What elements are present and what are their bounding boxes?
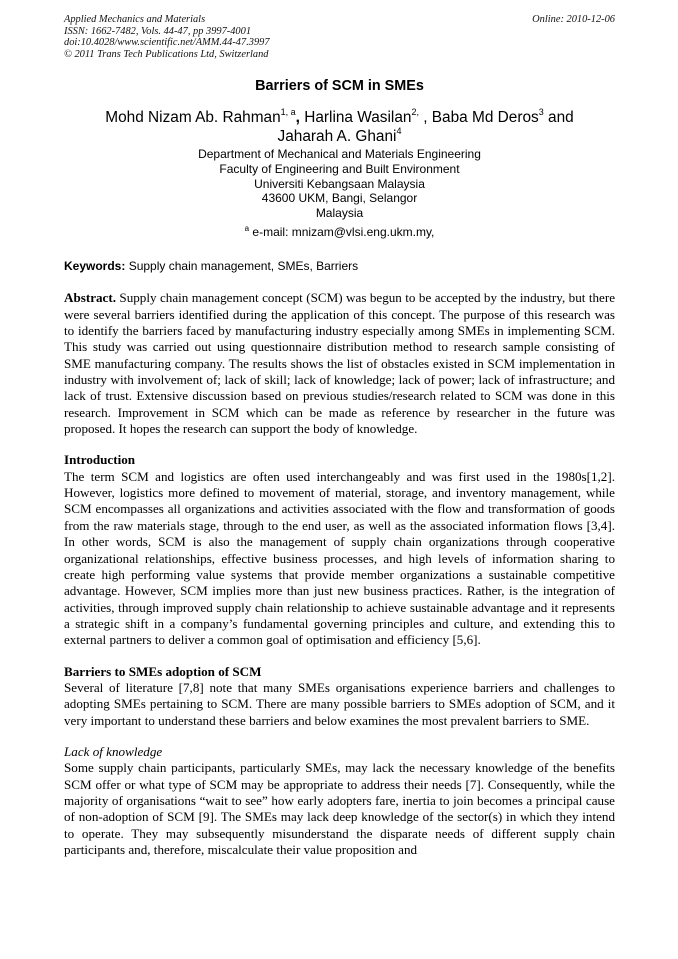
- author-affiliation-mark: 1, a: [280, 107, 296, 118]
- section-body-introduction: The term SCM and logistics are often used interchangeably and was first used in the 1980s[1,2]. However, logistics more defined to movement of material, storage, and inventory management, while SCM encompasses all organizations and activities associated with the flow and transformation of goods from the raw materials stage, through to the end user, as well as the associated information flows [3,4]. In other words, SCM is also the management of supply chain organizations through cooperative organizational relationships, effective business processes, and high levels of information sharing to create high performing value systems that provide member organizations a sustainable competitive advantage. However, SCM implies more than just new business practices. Rather, is the integration of activities, through improved supply chain relationship to achieve sustainable advantage and it represents a strategic shift in a company’s fundamental governing principles and culture, and extending this to external partners to deliver a common goal of optimisation and efficiency [5,6].: [64, 468, 615, 648]
- abstract-text: Supply chain management concept (SCM) was begun to be accepted by the industry, but there were several barriers identified during the application of this concept. The purpose of this research was to identify the barriers faced by manufacturing industry especially among SMEs in implementing SCM. This study was carried out using questionnaire distribution method to research sample consisting of SME manufacturing company. The results shows the list of obstacles existed in SCM implementation in industry with involvement of; lack of skill; lack of knowledge; lack of power; lack of infrastructure; and lack of trust. Extensive discussion based on previous studies/research related to SCM was done in this research. Improvement in SCM which can be made as reference by researcher in the future was proposed. It hopes the research can support the body of knowledge.: [64, 290, 615, 437]
- author-name: Baba Md Deros: [431, 109, 539, 127]
- author-name: Jaharah A. Ghani: [277, 127, 397, 145]
- affiliation: [64, 147, 615, 220]
- author-separator: and: [543, 109, 574, 127]
- author-list: [64, 109, 615, 146]
- affiliation-line: Universiti Kebangsaan Malaysia: [254, 176, 425, 191]
- affiliation-line: Malaysia: [315, 205, 364, 220]
- paper-page: [64, 14, 615, 858]
- keywords-text: Supply chain management, SMEs, Barriers: [125, 259, 359, 274]
- keywords-label: Keywords:: [64, 259, 126, 274]
- issn: ISSN: 1662-7482, Vols. 44-47, pp 3997-4001: [64, 25, 252, 37]
- doi: doi:10.4028/www.scientific.net/AMM.44-47.3997: [64, 37, 270, 49]
- subsection-body-lack-of-knowledge: Some supply chain participants, particularly SMEs, may lack the necessary knowledge of the benefits SCM offer or what type of SCM may be appropriate to address their needs [7]. Consequently, while the majority of organisations “wait to see” how early adopters fare, inertia to join becomes a principal cause of non-adoption of SCM [9]. The SMEs may lack deep knowledge of the sector(s) in which they intend to operate. They may subsequently misunderstand the disparate needs of different supply chain participants and, therefore, miscalculate their value proposition and: [64, 760, 615, 857]
- author-separator: ,: [295, 109, 305, 127]
- keywords: [64, 259, 615, 274]
- section-body-barriers: Several of literature [7,8] note that many SMEs organisations experience barriers and challenges to adopting SMEs pertaining to SCM. There are many possible barriers to SMEs adoption of SCM, and it very important to understand these barriers and below examines the most prevalent barriers to SME.: [64, 679, 615, 728]
- author-separator: ,: [418, 109, 432, 127]
- email-mark: a: [244, 224, 250, 234]
- author-affiliation-mark: 4: [396, 125, 402, 136]
- abstract: [64, 290, 615, 437]
- author-affiliation-mark: 2,: [411, 107, 419, 118]
- abstract-label: Abstract.: [64, 290, 116, 306]
- journal-header: [64, 14, 615, 60]
- paper-title: Barriers of SCM in SMEs: [255, 78, 424, 95]
- affiliation-line: Faculty of Engineering and Built Environment: [219, 161, 460, 176]
- contact-email: [64, 225, 615, 240]
- author-name: Mohd Nizam Ab. Rahman: [105, 109, 281, 127]
- author-affiliation-mark: 3: [538, 107, 544, 118]
- section-heading-barriers: Barriers to SMEs adoption of SCM: [64, 663, 262, 679]
- affiliation-line: Department of Mechanical and Materials Engineering: [198, 147, 481, 162]
- email-text: e-mail: mnizam@vlsi.eng.ukm.my,: [249, 225, 435, 240]
- online-date: Online: 2010-12-06: [532, 14, 615, 25]
- section-heading-introduction: Introduction: [64, 452, 136, 468]
- copyright: © 2011 Trans Tech Publications Ltd, Switzerland: [64, 48, 269, 60]
- author-name: Harlina Wasilan: [304, 109, 412, 127]
- journal-name: Applied Mechanics and Materials: [64, 14, 206, 25]
- affiliation-line: 43600 UKM, Bangi, Selangor: [261, 191, 418, 206]
- subsection-heading-lack-of-knowledge: Lack of knowledge: [64, 743, 163, 759]
